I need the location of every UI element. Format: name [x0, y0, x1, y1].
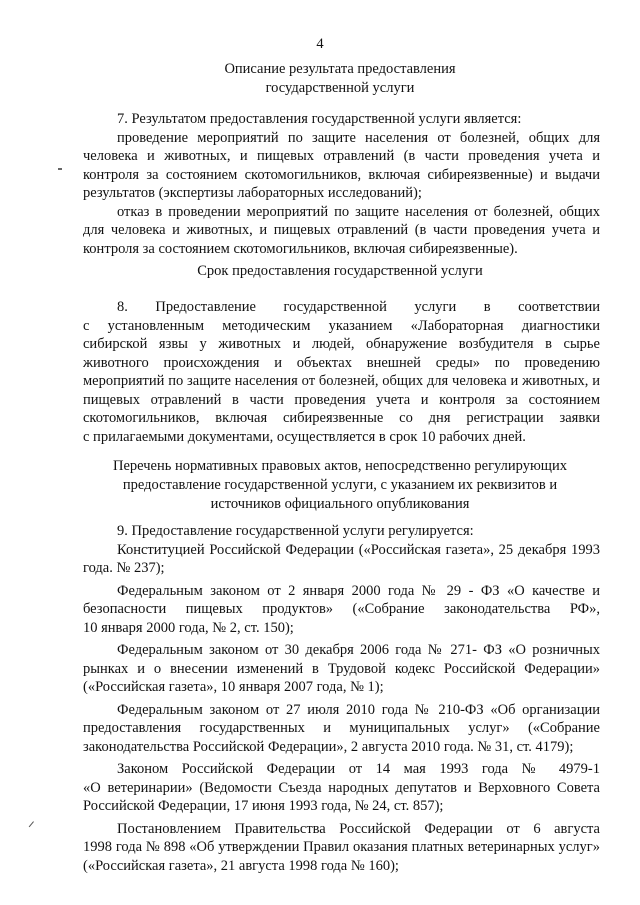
section-heading-term	[100, 262, 580, 281]
paragraph-line: Федеральным законом от 30 декабря 2006 года № 271- ФЗ «О розничных	[117, 642, 600, 658]
paragraph-line: Федеральным законом от 2 января 2000 года № 29 - ФЗ «О качестве и	[117, 582, 600, 599]
section-heading-legal-acts	[100, 457, 580, 514]
paragraph-line: контроля за состоянием скотомогильников, включая сибиреязвенные) и выдачи	[83, 166, 600, 183]
paragraph-line: результатов (экспертизы лабораторных исследований);	[83, 185, 422, 201]
paragraph-line: («Российская газета», 21 августа 1998 года № 160);	[83, 857, 399, 874]
paragraph-line: законодательства Российской Федерации», 2 августа 2010 года. № 31, ст. 4179);	[83, 738, 574, 755]
heading-line: Описание результата предоставления	[224, 61, 456, 77]
section-term-body	[83, 298, 600, 446]
paragraph-line: скотомогильников, включая сибиреязвенные со дня регистрации заявки	[83, 410, 600, 426]
paragraph-line: с установленным методическим указанием «Лабораторная диагностики	[83, 317, 600, 334]
paragraph-line: года. № 237);	[83, 560, 165, 576]
paragraph-line: мероприятий по защите населения от болезней, общих для человека и животных, и	[83, 373, 600, 389]
paragraph-line: 1998 года № 898 «Об утверждении Правил оказания платных ветеринарных услуг»	[83, 839, 600, 855]
section-result-body	[83, 110, 600, 258]
paragraph-line: Федеральным законом от 27 июля 2010 года № 210-ФЗ «Об организации	[117, 701, 600, 718]
paragraph-line: сибирской язвы у животных и людей, обнаружение возбудителя в сырье	[83, 336, 600, 352]
page-number: 4	[316, 36, 324, 52]
paragraph-line: проведение мероприятий по защите населения от болезней, общих для	[117, 129, 600, 146]
paragraph-line: («Российская газета», 10 января 2007 года, № 1);	[83, 679, 384, 695]
paragraph-line: «О ветеринарии» (Ведомости Съезда народных депутатов и Верховного Совета	[83, 779, 600, 796]
section-legal-acts-body	[83, 522, 600, 875]
paragraph-line: 10 января 2000 года, № 2, ст. 150);	[83, 619, 294, 636]
section-heading-result	[100, 60, 580, 98]
scan-artifact	[58, 168, 62, 170]
paragraph-line: безопасности пищевых продуктов» («Собрание законодательства РФ»,	[83, 601, 600, 617]
heading-line: источников официального опубликования	[210, 496, 470, 512]
paragraph-line: 8. Предоставление государственной услуги в соответствии	[117, 299, 600, 315]
paragraph-line: с прилагаемыми документами, осуществляется в срок 10 рабочих дней.	[83, 428, 526, 445]
paragraph-line: отказ в проведении мероприятий по защите населения от болезней, общих	[117, 203, 600, 220]
paragraph-line: контроля за состоянием скотомогильников, включая сибиреязвенные).	[83, 240, 518, 257]
paragraph-line: Конституцией Российской Федерации («Российская газета», 25 декабря 1993	[117, 541, 600, 558]
paragraph-line: животного происхождения и объектах внешней среды» по проведению	[83, 354, 600, 371]
heading-line: предоставление государственной услуги, с указанием их реквизитов и	[122, 477, 558, 493]
paragraph-line: Постановлением Правительства Российской Федерации от 6 августа	[117, 820, 600, 837]
heading-line: Срок предоставления государственной услуги	[197, 263, 483, 279]
paragraph-line: Российской Федерации, 17 июня 1993 года, № 24, ст. 857);	[83, 798, 444, 814]
paragraph-line: пищевых отравлений в части проведения учета и контроля за состоянием	[83, 391, 600, 408]
paragraph-line: 9. Предоставление государственной услуги регулируется:	[117, 523, 474, 539]
paragraph-line: предоставления государственных и муниципальных услуг» («Собрание	[83, 720, 600, 736]
paragraph-line: 7. Результатом предоставления государственной услуги является:	[117, 111, 522, 127]
heading-line: Перечень нормативных правовых актов, непосредственно регулирующих	[113, 458, 567, 474]
paragraph-line: для человека и животных, и пищевых отравлений (в части проведения учета и	[83, 222, 600, 238]
paragraph-line: человека и животных, и пищевых отравлений (в части проведения учета и	[83, 148, 600, 164]
paragraph-line: Законом Российской Федерации от 14 мая 1993 года № 4979-1	[117, 761, 600, 777]
scan-artifact	[29, 821, 40, 832]
paragraph-line: рынках и о внесении изменений в Трудовой кодекс Российской Федерации»	[83, 660, 600, 677]
heading-line: государственной услуги	[265, 80, 415, 96]
